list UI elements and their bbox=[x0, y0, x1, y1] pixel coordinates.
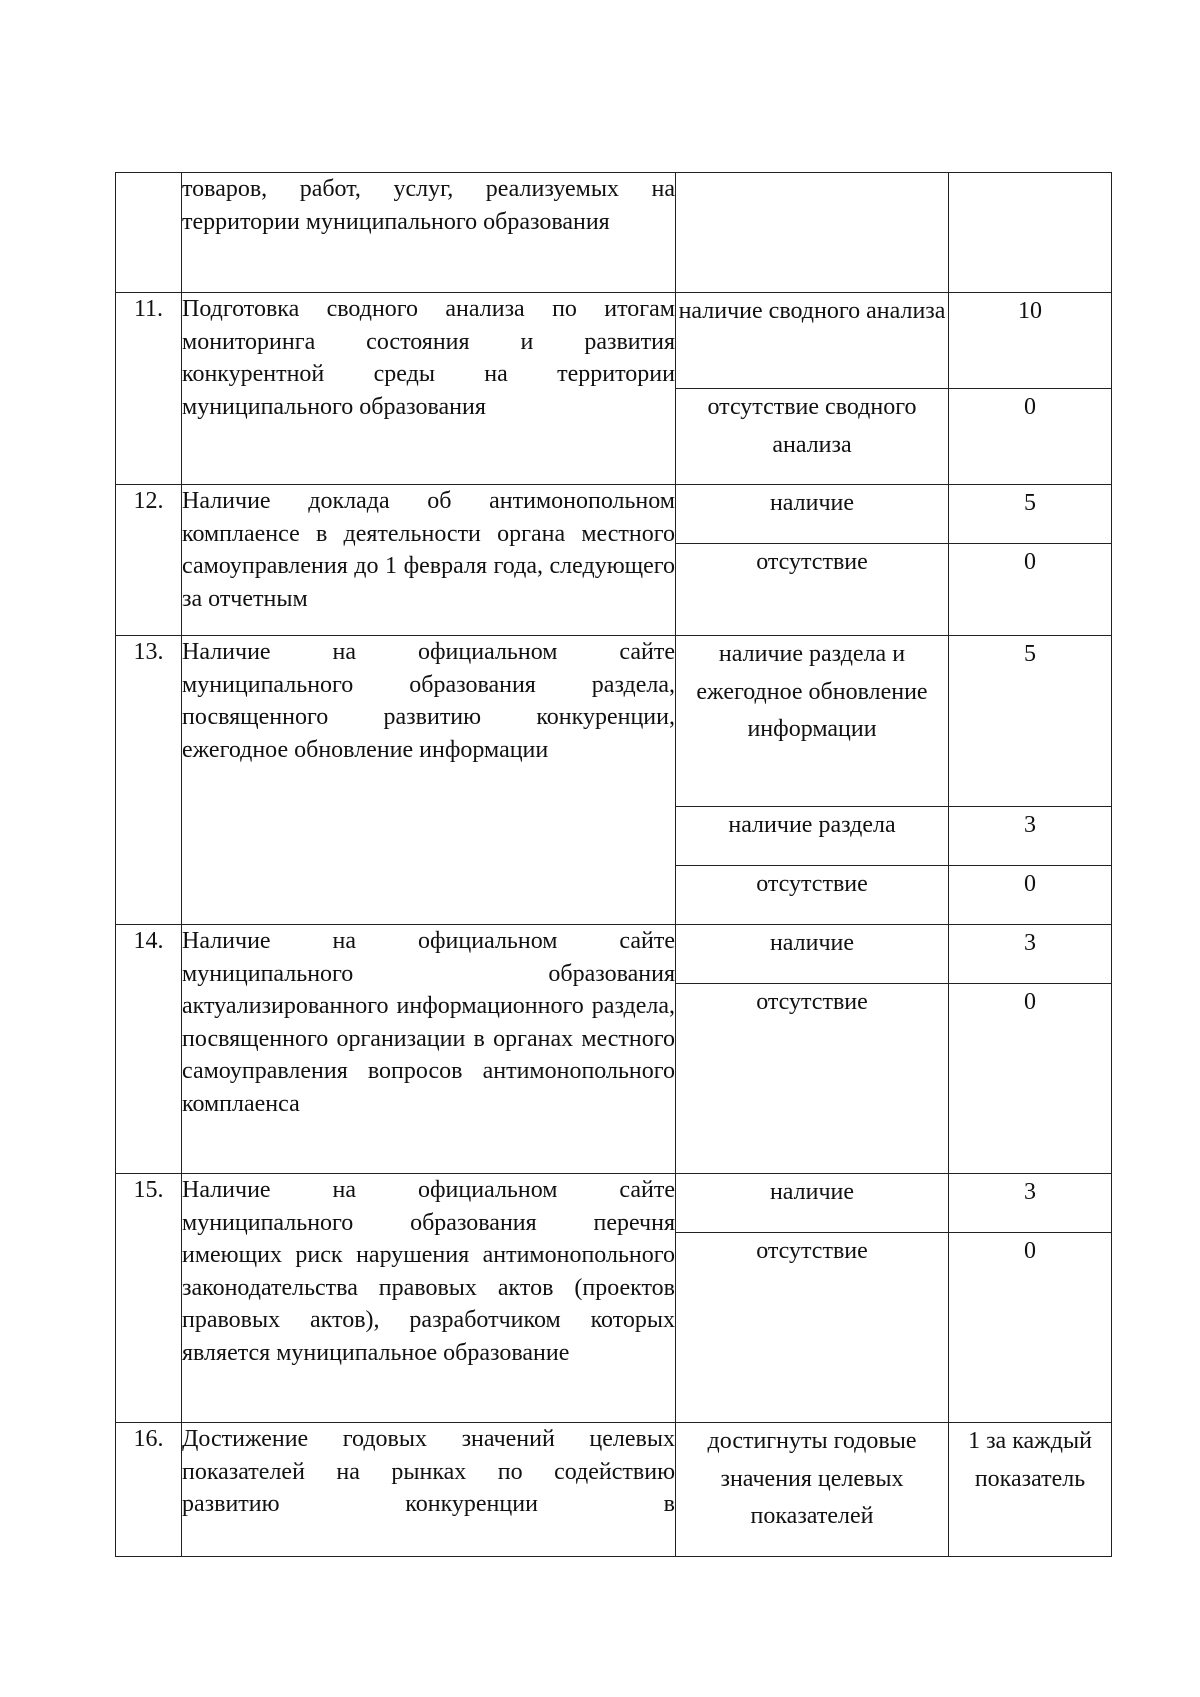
criterion-label bbox=[676, 173, 949, 293]
criterion-label: наличие раздела bbox=[676, 807, 949, 866]
row-number: 15. bbox=[116, 1174, 182, 1423]
table-row bbox=[116, 1174, 1112, 1233]
criterion-score: 5 bbox=[949, 636, 1112, 807]
criterion-score: 0 bbox=[949, 544, 1112, 636]
criterion-score: 0 bbox=[949, 389, 1112, 485]
criterion-score: 1 за каждый показатель bbox=[949, 1423, 1112, 1557]
criterion-label: достигнуты годовые значения целевых показателей bbox=[676, 1423, 949, 1557]
row-number: 11. bbox=[116, 293, 182, 485]
row-description-text: Достижение годовых значений целевых показателей на рынках по содействию развитию конкуренции в bbox=[182, 1426, 675, 1517]
table-row bbox=[116, 925, 1112, 984]
table-row bbox=[116, 636, 1112, 807]
table-row bbox=[116, 293, 1112, 389]
criterion-score: 0 bbox=[949, 1233, 1112, 1423]
criterion-score: 0 bbox=[949, 984, 1112, 1174]
criterion-score: 3 bbox=[949, 925, 1112, 984]
criterion-label: отсутствие bbox=[676, 984, 949, 1174]
criterion-label: наличие bbox=[676, 1174, 949, 1233]
criterion-label: наличие bbox=[676, 925, 949, 984]
table-row bbox=[116, 173, 1112, 293]
row-number: 12. bbox=[116, 485, 182, 636]
row-number: 13. bbox=[116, 636, 182, 925]
row-description: товаров, работ, услуг, реализуемых на территории муниципального образования bbox=[182, 173, 676, 293]
criteria-table bbox=[115, 172, 1112, 1557]
criterion-score: 5 bbox=[949, 485, 1112, 544]
criterion-label: наличие раздела и ежегодное обновление информации bbox=[676, 636, 949, 807]
row-description: Подготовка сводного анализа по итогам мониторинга состояния и развития конкурентной среды на территории муниципального образования bbox=[182, 293, 676, 485]
criterion-score: 10 bbox=[949, 293, 1112, 389]
row-description bbox=[182, 1423, 676, 1557]
criterion-score: 3 bbox=[949, 807, 1112, 866]
row-description: Наличие на официальном сайте муниципального образования перечня имеющих риск нарушения антимонопольного законодательства правовых актов (проектов правовых актов), разработчиком которых является муниципальное образование bbox=[182, 1174, 676, 1423]
criterion-label: отсутствие bbox=[676, 1233, 949, 1423]
criterion-label: отсутствие сводного анализа bbox=[676, 389, 949, 485]
row-number: 16. bbox=[116, 1423, 182, 1557]
row-number: 14. bbox=[116, 925, 182, 1174]
criterion-score bbox=[949, 173, 1112, 293]
criterion-score: 0 bbox=[949, 866, 1112, 925]
criterion-label: наличие сводного анализа bbox=[676, 293, 949, 389]
criterion-label: отсутствие bbox=[676, 544, 949, 636]
criterion-label: отсутствие bbox=[676, 866, 949, 925]
table-row bbox=[116, 1423, 1112, 1557]
table-row bbox=[116, 485, 1112, 544]
row-description: Наличие на официальном сайте муниципального образования раздела, посвященного развитию конкуренции, ежегодное обновление информации bbox=[182, 636, 676, 925]
criterion-label: наличие bbox=[676, 485, 949, 544]
criterion-score: 3 bbox=[949, 1174, 1112, 1233]
row-number bbox=[116, 173, 182, 293]
row-description: Наличие на официальном сайте муниципального образования актуализированного информационного раздела, посвященного организации в органах местного самоуправления вопросов антимонопольного комплаенса bbox=[182, 925, 676, 1174]
row-description: Наличие доклада об антимонопольном комплаенсе в деятельности органа местного самоуправления до 1 февраля года, следующего за отчетным bbox=[182, 485, 676, 636]
